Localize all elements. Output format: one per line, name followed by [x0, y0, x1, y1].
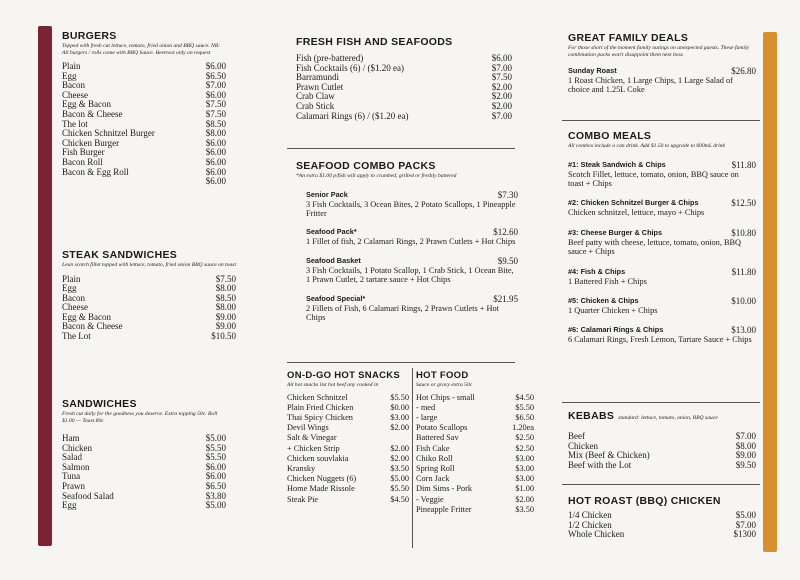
item-name: Prawn Cutlet — [296, 81, 344, 92]
item-name: Bacon Roll — [62, 156, 103, 167]
item-price: $7.50 — [205, 99, 226, 110]
item-price: $5.00 — [205, 500, 226, 511]
item-name: The Lot — [62, 331, 91, 342]
fresh-fish-section — [296, 36, 512, 121]
sandwiches-section — [62, 398, 226, 511]
item-price: $2.00 — [491, 81, 512, 92]
deal-name: Sunday Roast — [568, 66, 617, 75]
item-name: Egg — [62, 283, 77, 294]
item-desc: 1 Battered Fish + Chips — [568, 276, 647, 286]
item-price: $3.00 — [390, 412, 409, 422]
combo-item — [306, 184, 518, 219]
item-price: $8.00 — [215, 283, 236, 294]
section-note: For those short of the moment family outings on unexpected guests. These family combination packs won't disappoint them next boss — [568, 45, 749, 58]
item-price: $6.00 — [205, 89, 226, 100]
item-price: $2.00 — [491, 100, 512, 111]
item-desc: Scotch Fillet, lettuce, tomato, onion, BBQ sauce on toast + Chips — [568, 169, 739, 188]
menu-item — [416, 484, 534, 494]
item-name: Fish Cocktails (6) / ($1.20 ea) — [296, 62, 404, 73]
item-price: $6.00 — [205, 471, 226, 482]
item-price: $2.00 — [491, 91, 512, 102]
menu-item — [416, 464, 534, 474]
family-deals-section — [568, 32, 756, 95]
item-name: Whole Chicken — [568, 529, 625, 540]
item-price: $5.00 — [205, 433, 226, 443]
menu-item — [62, 294, 236, 304]
item-price: $1300 — [733, 529, 756, 540]
divider — [562, 402, 760, 403]
item-name: Prawn — [62, 480, 85, 491]
combo-meals-section — [568, 130, 756, 345]
section-note: All combos include a can drink. Add $1.50 to upgrade to 600mL drink — [568, 143, 726, 149]
item-name: 1/4 Chicken — [568, 510, 612, 520]
roast-chicken-section — [568, 495, 756, 540]
item-price: $3.00 — [515, 474, 534, 484]
section-title: BURGERS — [62, 30, 117, 42]
divider — [412, 368, 413, 548]
item-desc: Beef patty with cheese, lettuce, tomato, onion, BBQ sauce + Chips — [568, 237, 742, 257]
section-title: SANDWICHES — [62, 398, 137, 410]
combo-item — [568, 222, 756, 257]
item-price: $3.50 — [390, 463, 409, 473]
combo-item — [568, 319, 756, 344]
item-price: $8.00 — [215, 302, 236, 313]
item-price: $6.00 — [205, 147, 226, 158]
item-name: Fish Burger — [62, 147, 105, 158]
item-price: $7.00 — [205, 80, 226, 91]
item-price: $7.00 — [735, 431, 756, 441]
item-name: #3: Cheese Burger & Chips — [568, 227, 663, 237]
item-price: $9.00 — [215, 321, 236, 332]
section-note: Sauce or gravy extra 50c — [416, 382, 473, 388]
item-price: $6.50 — [205, 70, 226, 81]
menu-item — [62, 332, 236, 342]
item-name: - large — [416, 412, 438, 422]
item-name: Chicken Burger — [62, 137, 120, 148]
item-price: $5.50 — [390, 484, 409, 494]
item-name: Steak Pie — [287, 494, 319, 504]
menu-item — [568, 530, 756, 540]
item-price: $2.00 — [390, 443, 409, 453]
item-price: $2.00 — [390, 423, 409, 433]
item-name: Potato Scallops — [416, 423, 468, 433]
item-name: Bacon — [62, 80, 85, 91]
item-price: $1.00 — [515, 484, 534, 494]
hot-food-section — [416, 370, 534, 515]
item-price: $2.00 — [390, 453, 409, 463]
item-name: Seafood Salad — [62, 490, 114, 501]
item-name: #2: Chicken Schnitzel Burger & Chips — [568, 198, 699, 208]
item-name: The lot — [62, 118, 88, 129]
item-name: Fish (pre-battered) — [296, 53, 364, 63]
item-name: Battered Sav — [416, 433, 459, 443]
divider — [562, 484, 760, 485]
item-name: Egg — [62, 500, 77, 511]
item-price: $5.50 — [205, 452, 226, 463]
menu-item — [62, 472, 226, 482]
divider — [287, 148, 515, 149]
item-name: Corn Jack — [416, 474, 450, 484]
combo-item — [306, 221, 518, 246]
item-price: $2.50 — [515, 443, 534, 453]
item-price: $6.00 — [205, 461, 226, 472]
item-name: Salt & Vinegar — [287, 433, 337, 443]
item-price: $11.80 — [731, 266, 756, 277]
item-name: Bacon & Cheese — [62, 108, 123, 119]
item-name: Chiko Roll — [416, 453, 453, 463]
item-price: $5.00 — [735, 510, 756, 520]
deal-price: $26.80 — [731, 66, 756, 76]
item-name: Salmon — [62, 461, 90, 472]
item-price: $6.00 — [205, 176, 226, 187]
menu-item — [62, 463, 226, 473]
menu-item — [296, 112, 512, 122]
item-price: $13.00 — [731, 325, 756, 336]
section-note: Fresh cut daily for the goodness you deserve. Extra topping 50c. Roll $1.00 — Toast 80c — [62, 411, 218, 424]
menu-item — [287, 484, 409, 494]
menu-item — [62, 444, 226, 454]
item-price: $8.50 — [205, 118, 226, 129]
item-name: Seafood Pack* — [306, 227, 357, 237]
item-desc: 2 Fillets of Fish, 6 Calamari Rings, 2 Prawn Cutlets + Hot Chips — [306, 303, 499, 322]
right-decorative-bar — [763, 32, 777, 552]
item-name: Barramundi — [296, 72, 339, 83]
menu-item — [416, 505, 534, 515]
menu-item — [416, 393, 534, 403]
deal-desc: 1 Roast Chicken, 1 Large Chips, 1 Large Salad of choice and 1.25L Coke — [568, 76, 733, 95]
item-name: Thai Spicy Chicken — [287, 412, 353, 422]
item-name: Seafood Special* — [306, 293, 366, 303]
item-name: Egg & Bacon — [62, 311, 111, 322]
item-name: Spring Roll — [416, 463, 455, 473]
item-name: Ham — [62, 433, 80, 443]
item-name: Bacon & Cheese — [62, 321, 123, 332]
item-price: $2.00 — [515, 494, 534, 504]
item-name: 1/2 Chicken — [568, 519, 612, 530]
menu-item — [287, 413, 409, 423]
item-name: #6: Calamari Rings & Chips — [568, 325, 664, 335]
item-name: Chicken souvlakia — [287, 453, 349, 463]
item-name: - med — [416, 402, 436, 412]
item-price: $7.50 — [215, 273, 236, 284]
item-name: Devil Wings — [287, 423, 329, 433]
menu-item — [416, 433, 534, 443]
item-name: Fish Cake — [416, 443, 450, 453]
menu-item — [416, 454, 534, 464]
menu-item — [287, 495, 409, 505]
item-name: Egg & Bacon — [62, 99, 111, 110]
item-name: Home Made Rissole — [287, 484, 355, 494]
section-title: FRESH FISH AND SEAFOODS — [296, 36, 453, 48]
section-title: COMBO MEALS — [568, 130, 652, 142]
combo-item — [306, 250, 518, 285]
burgers-section — [62, 30, 226, 187]
section-title: HOT FOOD — [416, 370, 469, 381]
item-price: $3.50 — [515, 504, 534, 514]
item-desc: Chicken schnitzel, lettuce, mayo + Chips — [568, 208, 705, 218]
menu-item — [416, 403, 534, 413]
item-name: Dim Sims - Pork — [416, 484, 473, 494]
item-price: 1.20ea — [512, 423, 534, 433]
combo-item — [306, 288, 518, 323]
item-price: $10.00 — [731, 295, 756, 306]
section-note: Topped with fresh cut lettuce, tomato, fried onion and BBQ sauce. NB: All burgers / rolls come with BBQ Sauce. Beetroot only on request — [62, 43, 221, 56]
menu-item — [62, 275, 236, 285]
item-price: $5.00 — [390, 474, 409, 484]
menu-item — [287, 454, 409, 464]
item-name: Salad — [62, 452, 82, 463]
item-price — [375, 433, 409, 443]
section-note: *An extra $1.00 p/fish will apply to crumbed, grilled or freshly battered — [296, 173, 457, 179]
seafood-combo-section — [296, 160, 518, 322]
item-desc: 1 Fillet of fish, 2 Calamari Rings, 2 Prawn Cutlets + Hot Chips — [306, 237, 516, 247]
item-price: $3.00 — [515, 463, 534, 473]
item-price: $7.00 — [491, 110, 512, 121]
item-price: $2.50 — [515, 433, 534, 443]
section-title: KEBABS — [568, 410, 615, 422]
item-name: Pineapple Fritter — [416, 504, 472, 514]
menu-item — [62, 492, 226, 502]
divider — [562, 120, 760, 121]
menu-item — [416, 423, 534, 433]
menu-item — [287, 444, 409, 454]
item-price: $9.50 — [497, 255, 518, 266]
hot-snacks-section — [287, 370, 409, 505]
menu-item — [287, 474, 409, 484]
item-name: Mix (Beef & Chicken) — [568, 450, 650, 461]
menu-item — [568, 461, 756, 471]
item-price: $12.60 — [493, 227, 518, 238]
item-name: Beef — [568, 431, 585, 441]
item-price: $6.00 — [205, 156, 226, 167]
item-name: Chicken Schnitzel — [287, 392, 348, 402]
item-price: $3.80 — [205, 490, 226, 501]
item-price: $6.50 — [205, 480, 226, 491]
item-name: Cheese — [62, 302, 88, 313]
divider — [287, 362, 515, 363]
menu-item — [416, 474, 534, 484]
item-price: $10.80 — [731, 227, 756, 238]
family-deal-item — [568, 66, 756, 76]
menu-item — [287, 433, 409, 443]
item-price: $7.50 — [491, 72, 512, 83]
item-name: Kransky — [287, 463, 316, 473]
menu-item — [416, 444, 534, 454]
item-price: $9.00 — [735, 450, 756, 461]
item-price: $4.50 — [515, 392, 534, 402]
section-note: All hot snacks list hot beef any cooked in — [287, 382, 379, 388]
section-title: STEAK SANDWICHES — [62, 249, 178, 261]
item-price: $6.00 — [205, 61, 226, 71]
menu-item — [287, 423, 409, 433]
item-name: #1: Steak Sandwich & Chips — [568, 159, 666, 169]
steak-sandwiches-section — [62, 249, 236, 342]
section-note: Lean scotch fillet topped with lettuce, tomato, fried onion BBQ sauce on toast — [62, 262, 237, 268]
item-price: $6.50 — [515, 412, 534, 422]
item-name: Chicken — [568, 440, 598, 451]
item-name: Plain Fried Chicken — [287, 402, 354, 412]
item-name: Chicken — [62, 442, 92, 453]
item-name: - Veggie — [416, 494, 444, 504]
item-name: + Chicken Strip — [287, 443, 340, 453]
item-price: $10.50 — [211, 331, 236, 342]
item-price: $8.50 — [215, 292, 236, 303]
menu-item — [416, 495, 534, 505]
item-name: Egg — [62, 70, 77, 81]
item-desc: 3 Fish Cocktails, 3 Ocean Bites, 2 Potato Scallops, 1 Pineapple Fritter — [306, 199, 516, 218]
item-price: $6.00 — [491, 53, 512, 63]
left-decorative-bar — [38, 26, 52, 546]
menu-item — [62, 72, 226, 82]
item-price: $11.80 — [731, 159, 756, 170]
item-name: Beef with the Lot — [568, 459, 632, 470]
combo-item — [568, 154, 756, 189]
item-price: $9.00 — [215, 311, 236, 322]
item-price: $5.50 — [515, 402, 534, 412]
menu-item — [62, 62, 226, 72]
item-name: Chicken Schnitzel Burger — [62, 128, 155, 139]
item-price: $12.50 — [731, 198, 756, 209]
menu-item — [62, 501, 226, 511]
item-price: $0.00 — [390, 402, 409, 412]
item-name: Cheese — [62, 89, 88, 100]
item-name: Calamari Rings (6) / ($1.20 ea) — [296, 110, 409, 121]
kebabs-section — [568, 410, 756, 470]
item-name: Plain — [62, 273, 81, 284]
item-name: #4: Fish & Chips — [568, 266, 626, 276]
item-name: Seafood Basket — [306, 255, 361, 265]
item-price: $7.00 — [735, 519, 756, 530]
item-name: Bacon — [62, 292, 85, 303]
item-name: Tuna — [62, 471, 81, 482]
menu-item — [287, 403, 409, 413]
item-name: Chicken Nuggets (6) — [287, 474, 357, 484]
item-price: $6.00 — [205, 166, 226, 177]
item-name: Crab Stick — [296, 100, 335, 111]
item-price: $3.00 — [515, 453, 534, 463]
item-name: Crab Claw — [296, 91, 335, 102]
item-price: $9.50 — [735, 459, 756, 470]
item-price: $8.00 — [735, 440, 756, 451]
item-desc: 3 Fish Cocktails, 1 Potato Scallop, 1 Crab Stick, 1 Ocean Bite, 1 Prawn Cutlet, 2 tartare sauce + Hot Chips — [306, 265, 514, 285]
item-desc: 1 Quarter Chicken + Chips — [568, 305, 658, 315]
item-price: $6.00 — [205, 137, 226, 148]
item-name: Hot Chips - small — [416, 392, 475, 402]
section-title: HOT ROAST (BBQ) CHICKEN — [568, 495, 721, 507]
menu-item — [62, 168, 226, 178]
item-name: Senior Pack — [306, 189, 348, 199]
menu-item — [62, 284, 236, 294]
item-desc: 6 Calamari Rings, Fresh Lemon, Tartare Sauce + Chips — [568, 335, 752, 345]
item-name: #5: Chicken & Chips — [568, 295, 639, 305]
menu-item — [287, 393, 409, 403]
item-price: $5.50 — [390, 392, 409, 402]
section-title: GREAT FAMILY DEALS — [568, 32, 689, 44]
item-price: $7.30 — [497, 189, 518, 200]
menu-item — [416, 413, 534, 423]
section-title: ON-D-GO HOT SNACKS — [287, 370, 401, 381]
item-name: Bacon & Egg Roll — [62, 166, 129, 177]
combo-item — [568, 290, 756, 315]
combo-item — [568, 261, 756, 286]
item-price: $7.00 — [491, 62, 512, 73]
combo-item — [568, 192, 756, 217]
menu-item — [62, 177, 226, 187]
item-name: Plain — [62, 61, 81, 71]
item-price: $7.50 — [205, 108, 226, 119]
item-price: $21.95 — [493, 293, 518, 304]
item-price: $8.00 — [205, 128, 226, 139]
section-note: standard: lettuce, tomato, onion, BBQ sauce — [618, 415, 718, 421]
menu-item — [287, 464, 409, 474]
item-price: $4.50 — [390, 494, 409, 504]
section-title: SEAFOOD COMBO PACKS — [296, 160, 436, 172]
item-price: $5.50 — [205, 442, 226, 453]
